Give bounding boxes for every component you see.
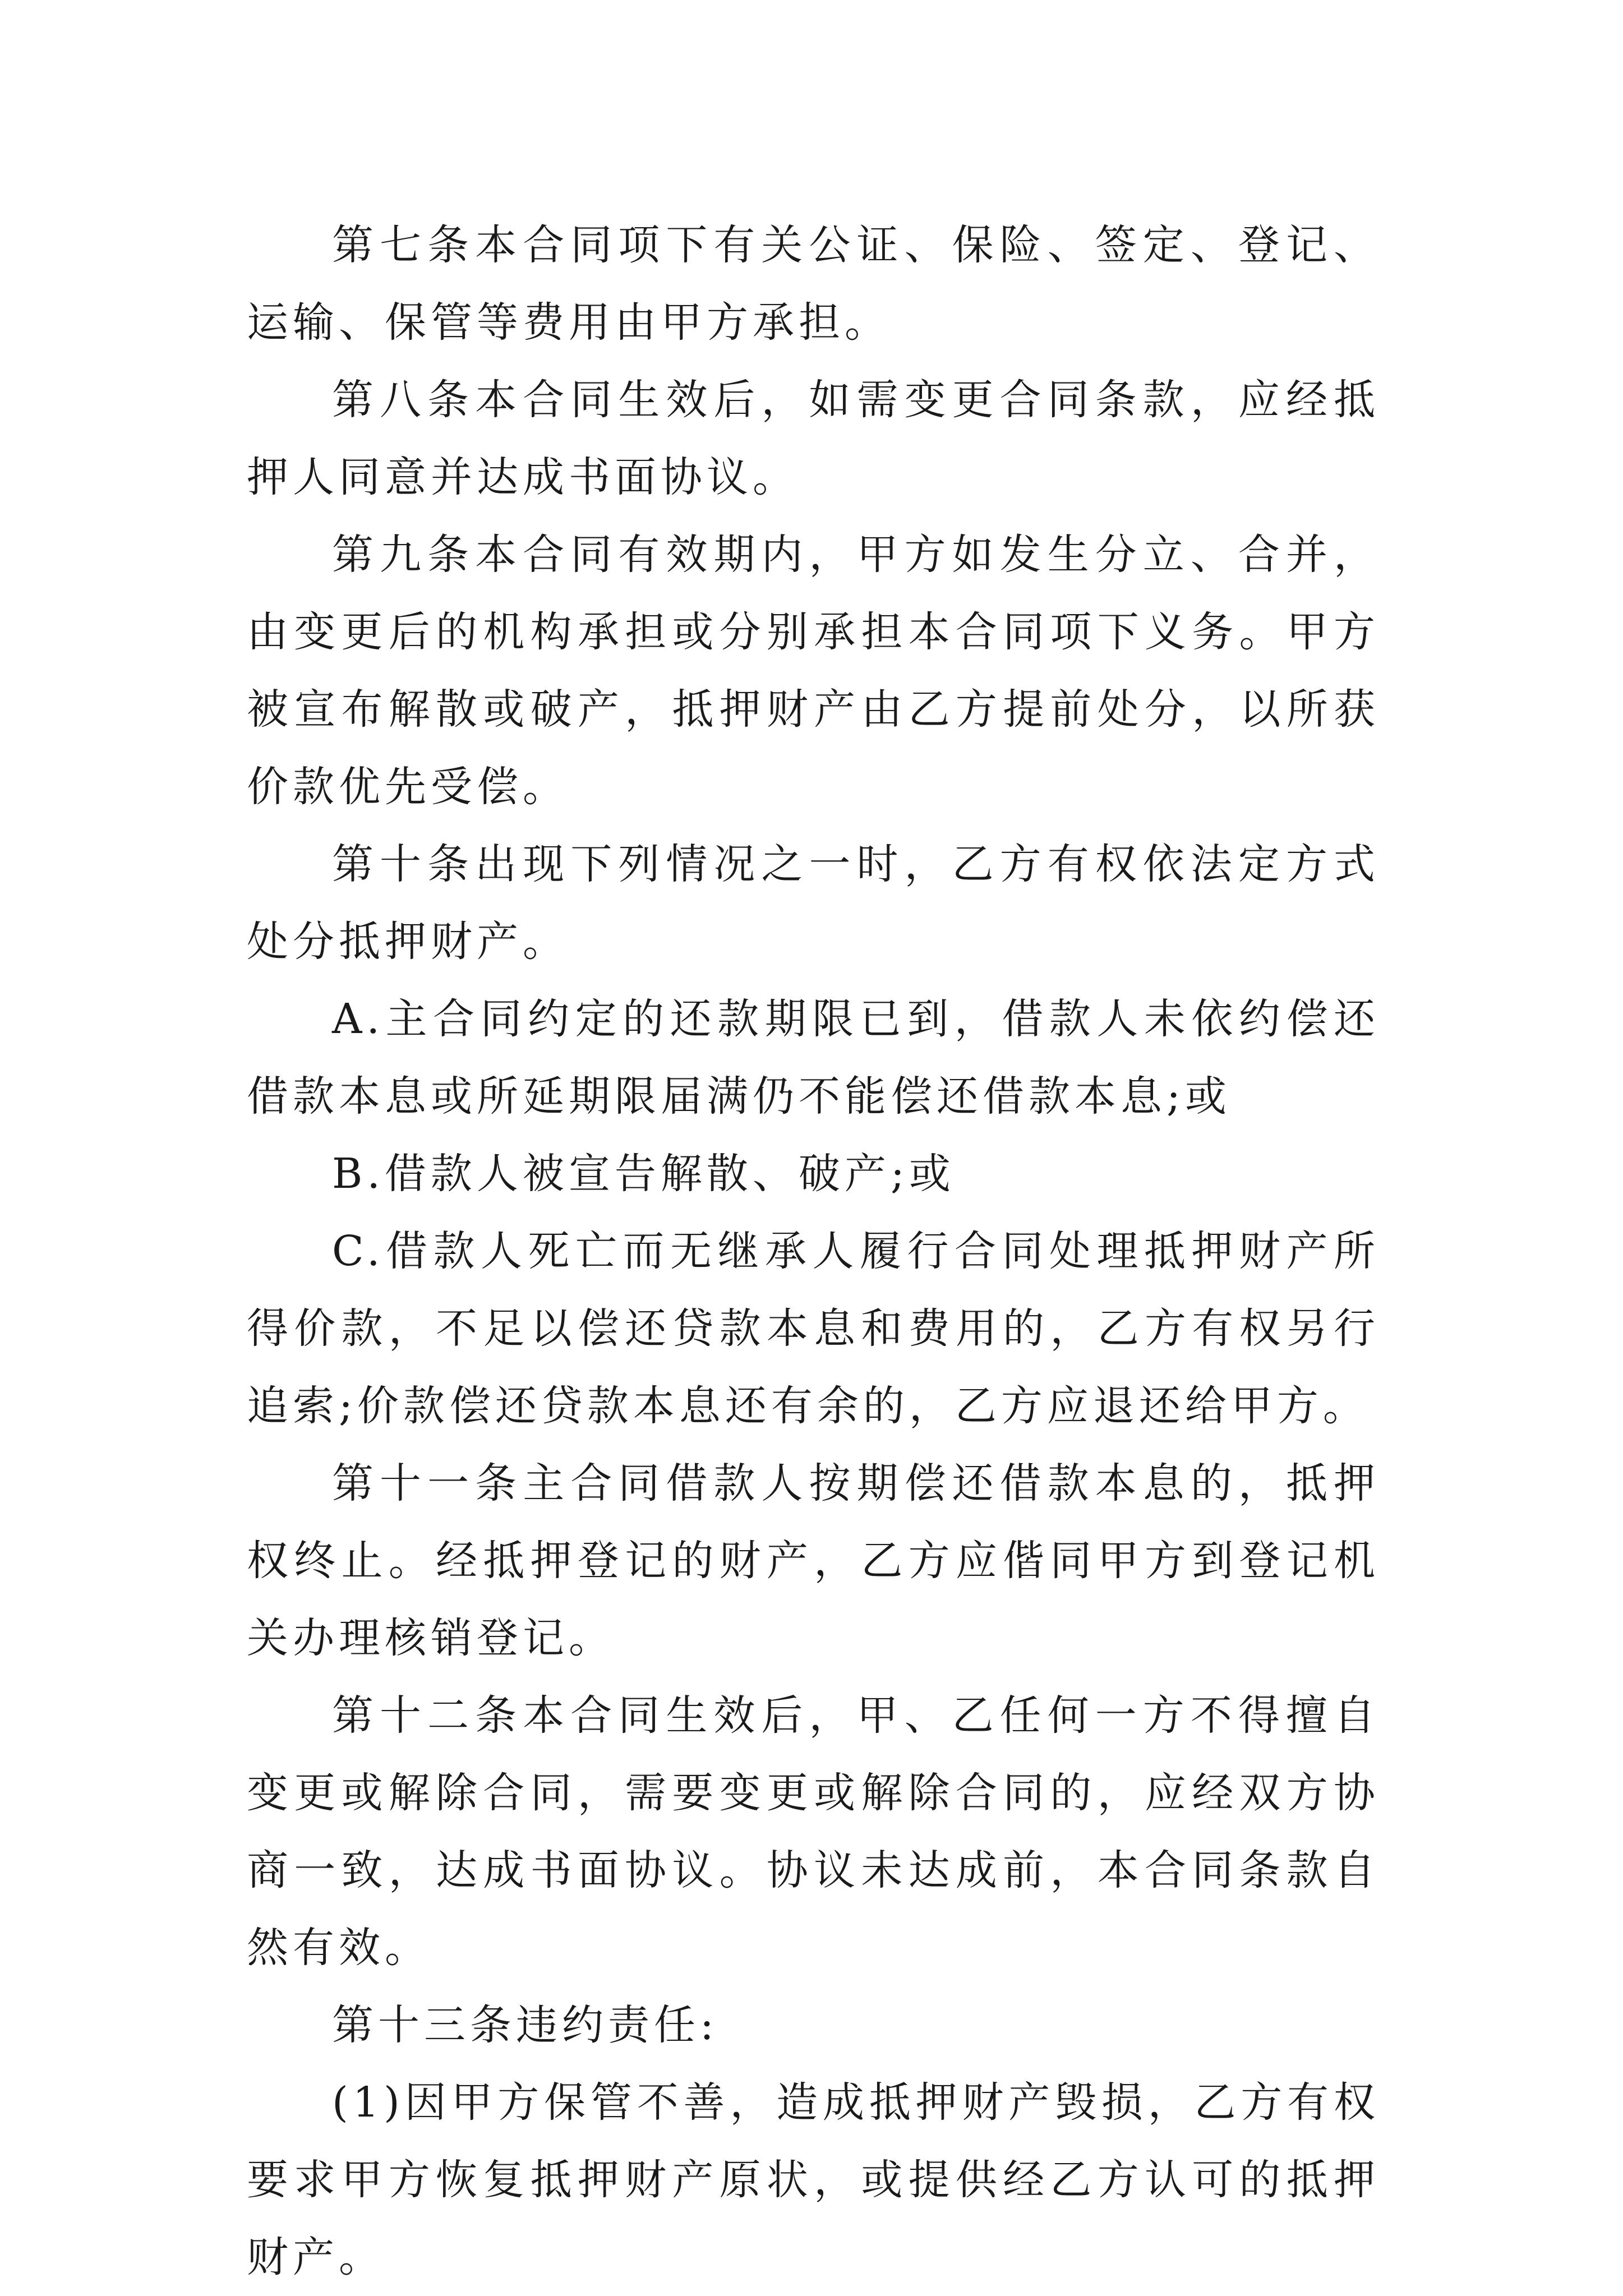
paragraph-article-13: 第十三条违约责任: — [332, 2001, 718, 2049]
paragraph-item-c: C.借款人死亡而无继承人履行合同处理抵押财产所得价款，不足以偿还贷款本息和费用的，乙方有权另行追索;价款偿还贷款本息还有余的，乙方应退还给甲方。 — [247, 1227, 1380, 1430]
paragraph-item-b: B.借款人被宣告解散、破产;或 — [332, 1150, 955, 1198]
paragraph-item-1: (1)因甲方保管不善，造成抵押财产毁损，乙方有权要求甲方恢复抵押财产原状，或提供经乙方认可的抵押财产。 — [247, 2078, 1380, 2281]
paragraph-article-8: 第八条本合同生效后，如需变更合同条款，应经抵押人同意并达成书面协议。 — [247, 376, 1380, 501]
paragraph-article-12: 第十二条本合同生效后，甲、乙任何一方不得擅自变更或解除合同，需要变更或解除合同的，应经双方协商一致，达成书面协议。协议未达成前，本合同条款自然有效。 — [247, 1691, 1380, 1972]
paragraph-item-a: A.主合同约定的还款期限已到，借款人未依约偿还借款本息或所延期限届满仍不能偿还借款本息;或 — [247, 995, 1380, 1121]
paragraph-article-7: 第七条本合同项下有关公证、保险、签定、登记、运输、保管等费用由甲方承担。 — [247, 221, 1380, 347]
paragraph-article-10: 第十条出现下列情况之一时，乙方有权依法定方式处分抵押财产。 — [247, 840, 1380, 966]
document-body — [247, 206, 1380, 2296]
paragraph-article-9: 第九条本合同有效期内，甲方如发生分立、合并，由变更后的机构承担或分别承担本合同项下义务。甲方被宣布解散或破产，抵押财产由乙方提前处分，以所获价款优先受偿。 — [247, 531, 1380, 811]
paragraph-article-11: 第十一条主合同借款人按期偿还借款本息的，抵押权终止。经抵押登记的财产，乙方应偕同甲方到登记机关办理核销登记。 — [247, 1459, 1380, 1662]
